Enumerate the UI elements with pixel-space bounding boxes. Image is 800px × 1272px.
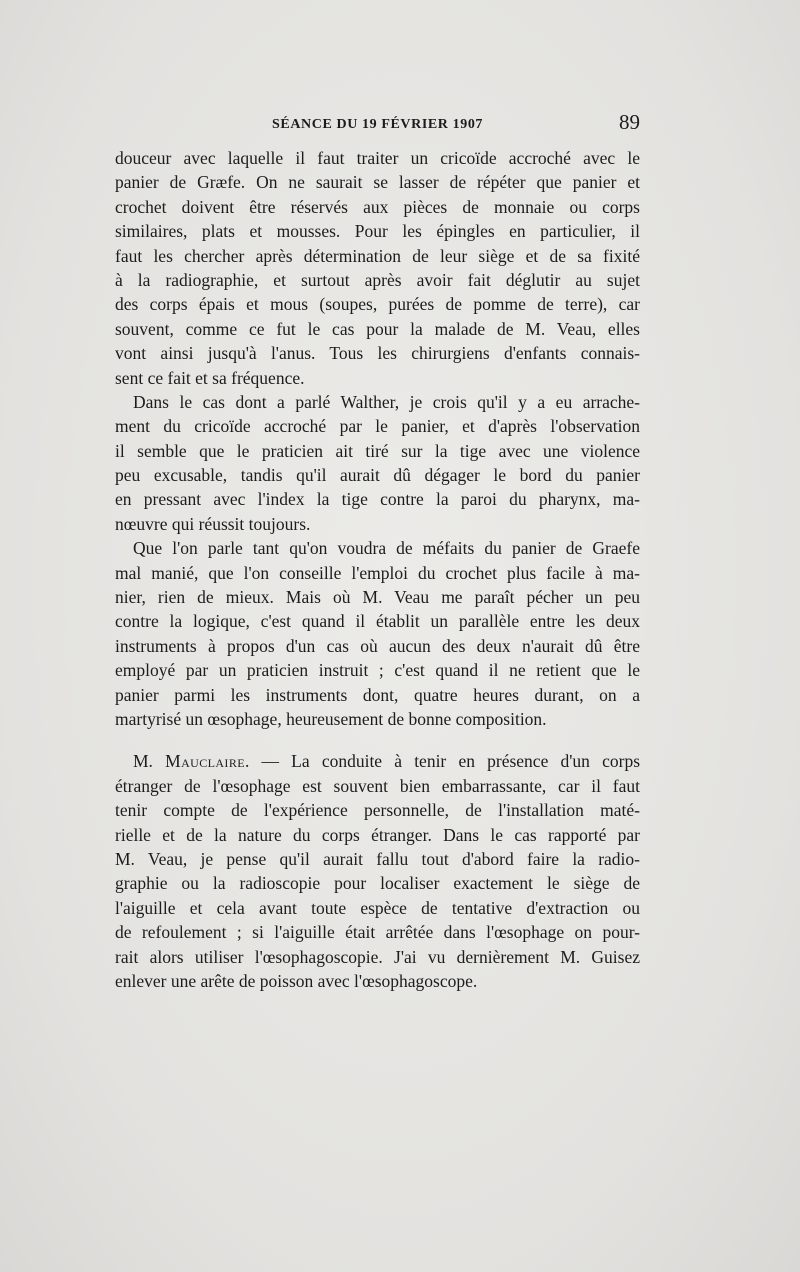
text-line: sent ce fait et sa fréquence. [115, 367, 305, 388]
text-line: faut les chercher après détermination de leur siège et de sa fixité [115, 245, 640, 266]
paragraph-2 [115, 390, 640, 536]
text-line: similaires, plats et mousses. Pour les épingles en particulier, il [115, 221, 640, 242]
text-line: ment du cricoïde accroché par le panier, et d'après l'observation [115, 416, 640, 437]
text-line: l'aiguille et cela avant toute espèce de tentative d'extraction ou [115, 897, 640, 918]
text-line: Dans le cas dont a parlé Walther, je crois qu'il y a eu arrache- [133, 391, 640, 412]
speaker-prefix: M. [133, 751, 166, 772]
text-line: en pressant avec l'index la tige contre la paroi du pharynx, ma- [115, 489, 640, 510]
text-line: employé par un praticien instruit ; c'est quand il ne retient que le [115, 660, 640, 681]
running-head: SÉANCE DU 19 FÉVRIER 1907 [272, 117, 484, 132]
text-line: contre la logique, c'est quand il établit un parallèle entre les deux [115, 611, 640, 632]
text-line: rielle et de la nature du corps étranger. Dans le cas rapporté par [115, 824, 640, 845]
text-line: peu excusable, tandis qu'il aurait dû dégager le bord du panier [115, 465, 640, 486]
text-line: il semble que le praticien ait tiré sur la tige avec une violence [115, 440, 640, 461]
text-line: mal manié, que l'on conseille l'emploi du crochet plus facile à ma- [115, 562, 640, 583]
text-line: étranger de l'œsophage est souvent bien embarrassante, car il faut [115, 775, 640, 796]
paragraph-3 [115, 536, 640, 731]
text-line: des corps épais et mous (soupes, purées de pomme de terre), car [115, 294, 640, 315]
speech-first-line [115, 749, 640, 773]
section-gap [115, 731, 640, 749]
text-line: vont ainsi jusqu'à l'anus. Tous les chirurgiens d'enfants connais- [115, 343, 640, 364]
text-line: graphie ou la radioscopie pour localiser exactement le siège de [115, 873, 640, 894]
text-line: Que l'on parle tant qu'on voudra de méfaits du panier de Graefe [133, 538, 640, 559]
speech-first-line-text: . — La conduite à tenir en présence d'un corps [244, 751, 641, 772]
text-line: rait alors utiliser l'œsophagoscopie. J'ai vu dernièrement M. Guisez [115, 946, 640, 967]
text-line: M. Veau, je pense qu'il aurait fallu tout d'abord faire la radio- [115, 848, 640, 869]
text-line: de refoulement ; si l'aiguille était arrêtée dans l'œsophage on pour- [115, 922, 640, 943]
page-number: 89 [619, 110, 640, 134]
page-header [115, 110, 640, 140]
text-line: enlever une arête de poisson avec l'œsophagoscope. [115, 970, 478, 991]
text-line: martyrisé un œsophage, heureusement de bonne composition. [115, 708, 547, 729]
text-line: nœuvre qui réussit toujours. [115, 513, 311, 534]
text-line: crochet doivent être réservés aux pièces de monnaie ou corps [115, 196, 640, 217]
text-line: instruments à propos d'un cas où aucun des deux n'aurait dû être [115, 635, 640, 656]
page-body [115, 146, 640, 993]
text-line: nier, rien de mieux. Mais où M. Veau me paraît pécher un peu [115, 587, 640, 608]
paragraph-1 [115, 146, 640, 390]
text-line: panier de Græfe. On ne saurait se lasser de répéter que panier et [115, 172, 640, 193]
text-line: tenir compte de l'expérience personnelle, de l'installation maté- [115, 800, 640, 821]
text-line: panier parmi les instruments dont, quatre heures durant, on a [115, 684, 640, 705]
text-line: à la radiographie, et surtout après avoir fait déglutir au sujet [115, 269, 640, 290]
speech-mauclaire [115, 749, 640, 993]
text-line: souvent, comme ce fut le cas pour la malade de M. Veau, elles [115, 318, 640, 339]
speaker-name: Mauclaire [165, 751, 245, 772]
text-line: douceur avec laquelle il faut traiter un cricoïde accroché avec le [115, 148, 640, 168]
